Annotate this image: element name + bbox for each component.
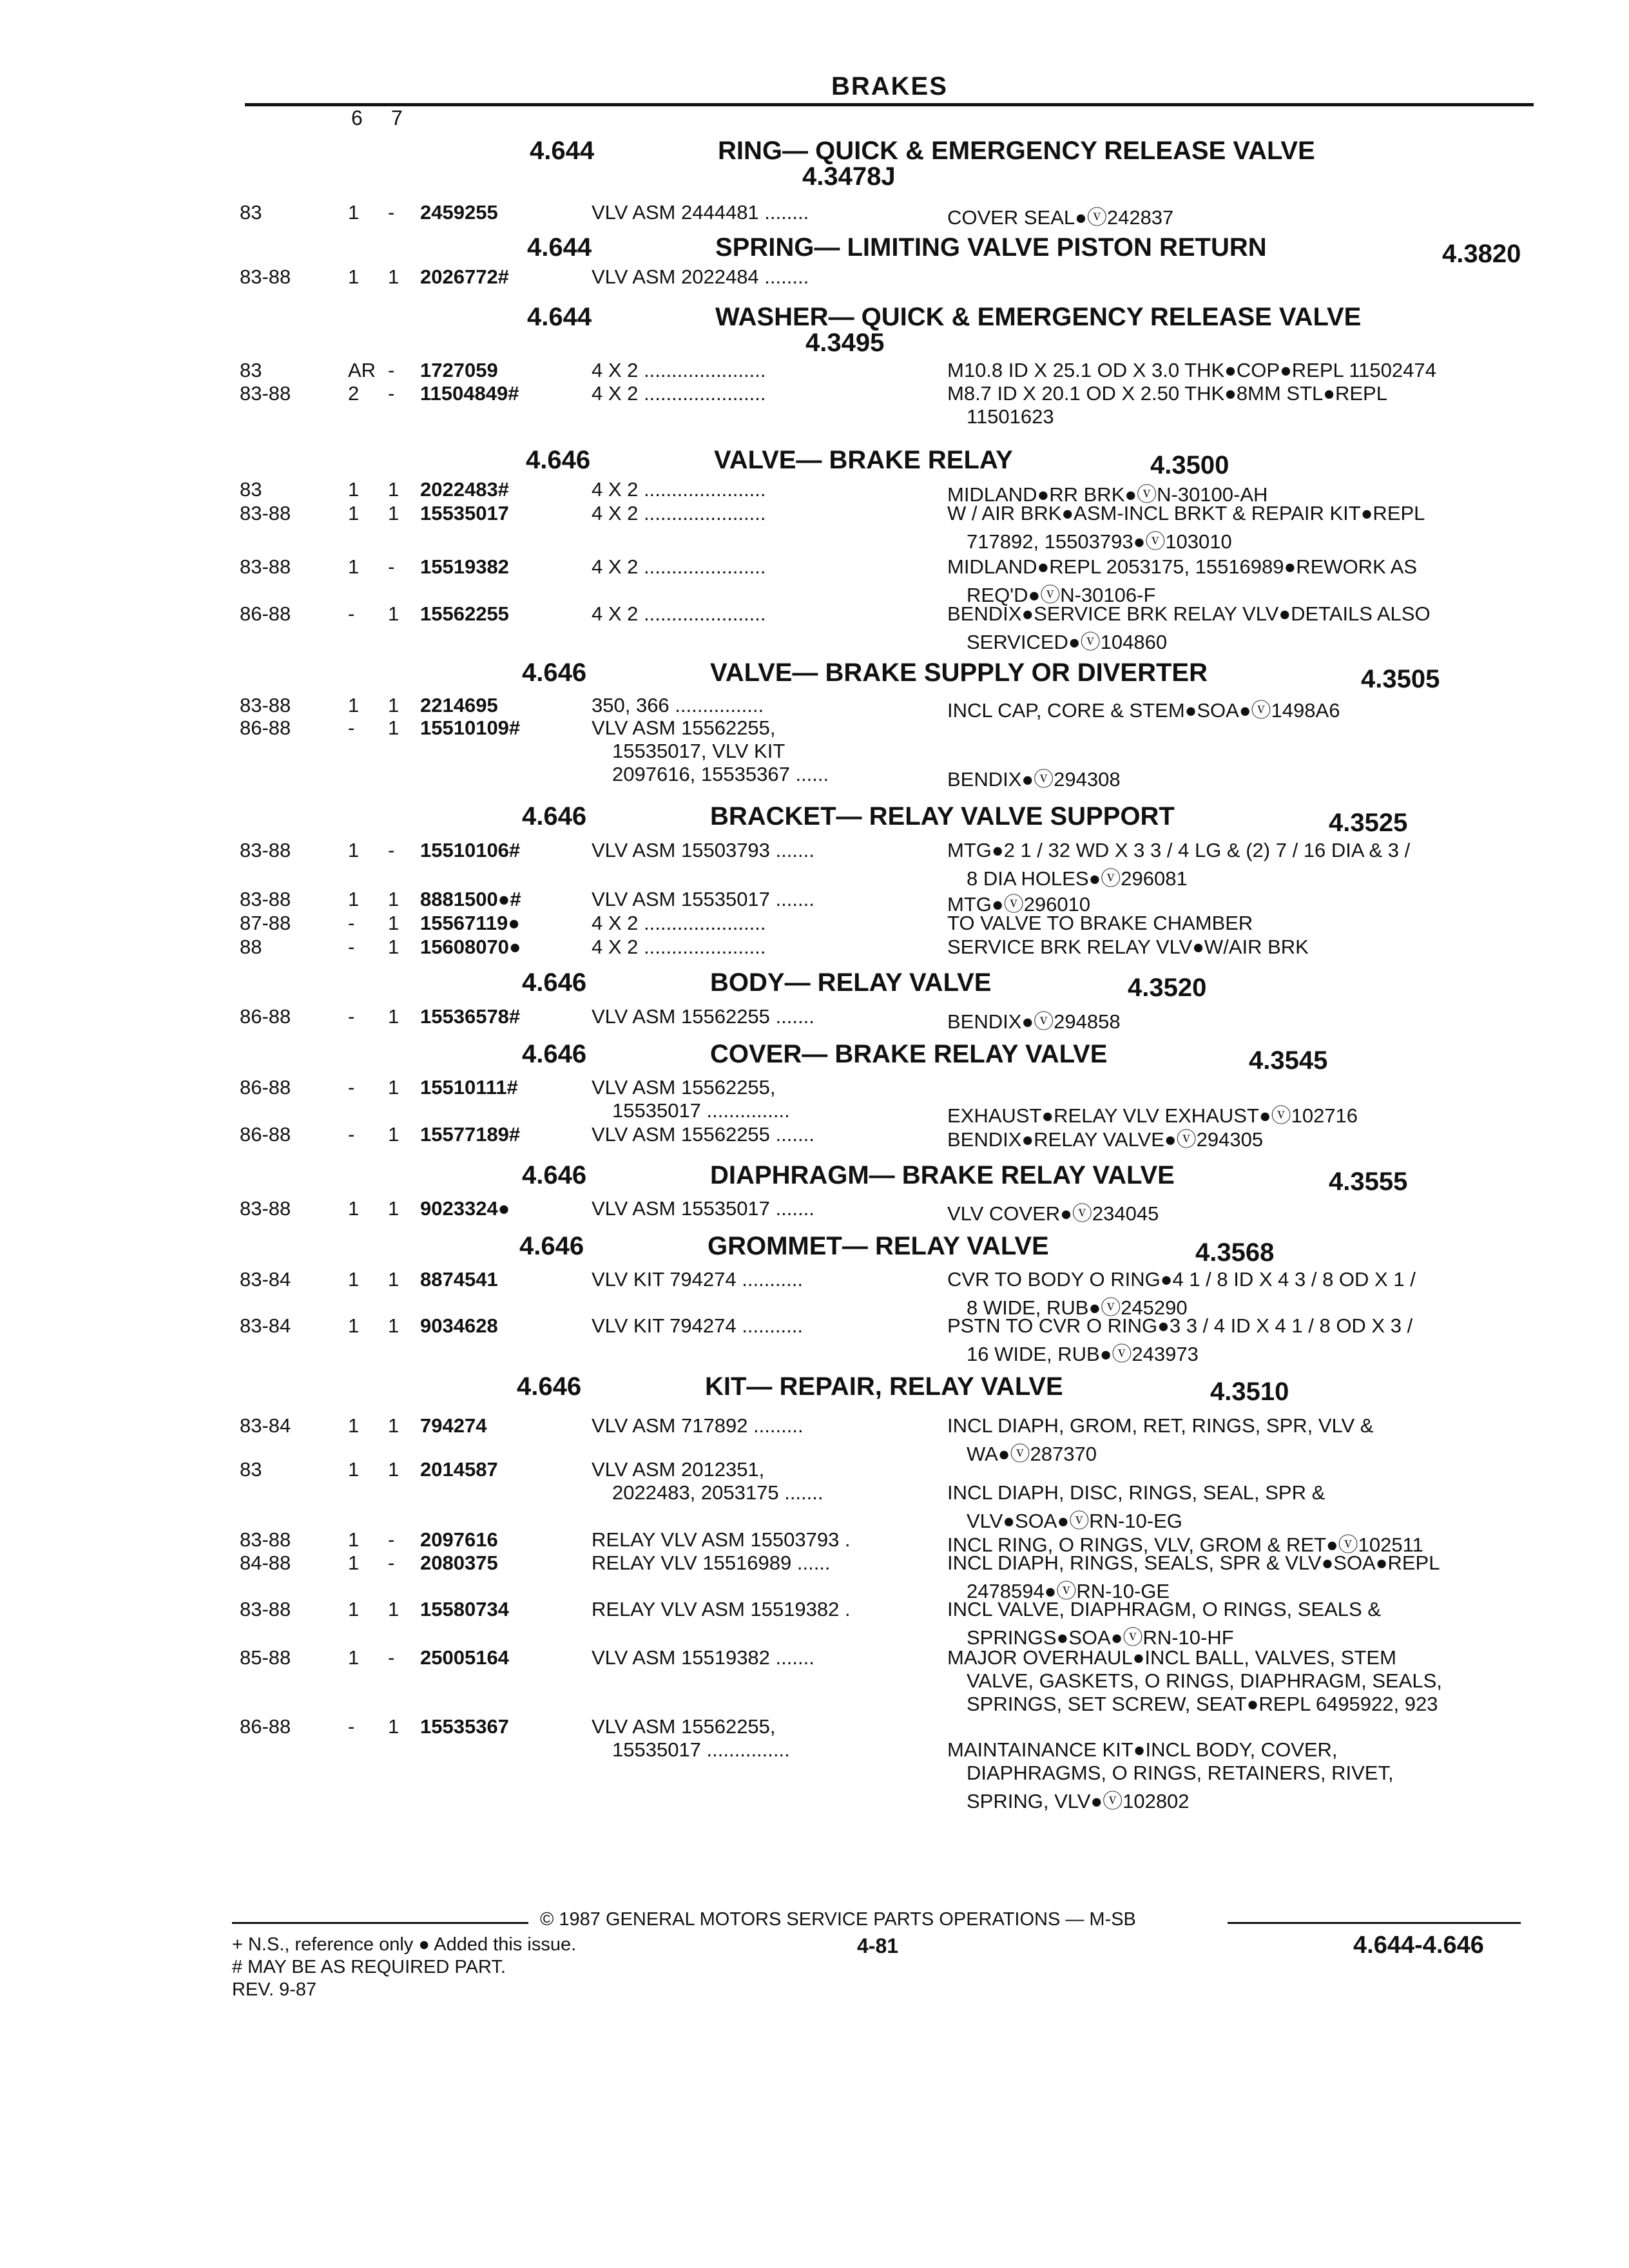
part-row (0, 1598, 1629, 1621)
qty-col-7: 1 (388, 1598, 400, 1620)
qty-col-6: 1 (348, 555, 360, 578)
part-number: 8881500●# (420, 888, 521, 910)
footer-rule-right (1228, 1922, 1521, 1924)
section-header (527, 233, 1623, 268)
qty-col-7: - (388, 555, 395, 578)
qty-col-6: - (348, 602, 355, 625)
part-number: 9023324● (420, 1197, 510, 1220)
usage-reference: 4 X 2 ...................... (592, 912, 766, 934)
part-description: BENDIX●ⓥ294858 (947, 1010, 1121, 1033)
qty-col-7: 1 (388, 694, 400, 716)
part-row (0, 1414, 1629, 1437)
section-code: 4.646 (526, 446, 591, 474)
part-description-continued: 16 WIDE, RUB●ⓥ243973 (967, 1343, 1199, 1365)
qty-col-7: 1 (388, 478, 400, 501)
model-years: 84-88 (240, 1552, 291, 1574)
qty-col-7: 1 (388, 1076, 400, 1099)
qty-col-6: - (348, 1715, 355, 1738)
section-group-number: 4.3520 (1128, 974, 1207, 1002)
usage-reference: VLV ASM 2022484 ........ (592, 265, 809, 288)
qty-col-6: 1 (348, 1268, 360, 1291)
usage-reference: VLV ASM 15519382 ....... (592, 1646, 815, 1669)
usage-reference: 4 X 2 ...................... (592, 602, 766, 625)
part-row (0, 1715, 1629, 1738)
section-group-number: 4.3505 (1361, 665, 1440, 693)
part-description: COVER SEAL●ⓥ242837 (947, 206, 1174, 229)
section-header (522, 802, 1617, 837)
part-row (0, 382, 1629, 405)
part-number: 8874541 (420, 1268, 498, 1291)
part-description-continued: INCL DIAPH, DISC, RINGS, SEAL, SPR & (947, 1481, 1325, 1504)
qty-col-7: - (388, 839, 395, 861)
usage-reference-continued: 2097616, 15535367 ...... (612, 763, 829, 785)
part-number: 15510106# (420, 839, 521, 861)
part-number: 2014587 (420, 1458, 498, 1481)
part-description-continued: 2478594●ⓥRN-10-GE (967, 1580, 1170, 1602)
part-description: BENDIX●RELAY VALVE●ⓥ294305 (947, 1128, 1264, 1151)
part-number: 2026772# (420, 265, 509, 288)
model-years: 83-88 (240, 1528, 291, 1551)
model-years: 88 (240, 936, 262, 958)
qty-col-6: 2 (348, 382, 360, 405)
part-description: INCL RING, O RINGS, VLV, GROM & RET●ⓥ102511 (947, 1533, 1423, 1556)
part-description-continued: SPRINGS●SOA●ⓥRN-10-HF (967, 1626, 1234, 1649)
qty-col-7: - (388, 1646, 395, 1669)
qty-col-7: - (388, 382, 395, 405)
part-number: 2214695 (420, 694, 498, 716)
section-group-number: 4.3555 (1329, 1168, 1408, 1196)
qty-col-7: - (388, 1552, 395, 1574)
footer-revision: REV. 9-87 (232, 1979, 317, 2000)
section-name: DIAPHRAGM— BRAKE RELAY VALVE (710, 1161, 1175, 1189)
part-description: INCL VALVE, DIAPHRAGM, O RINGS, SEALS & (947, 1598, 1381, 1620)
part-row (0, 502, 1629, 525)
section-group-number: 4.3500 (1150, 451, 1229, 479)
part-description-continued: 717892, 15503793●ⓥ103010 (967, 530, 1232, 553)
footer-note-ns: + N.S., reference only ● Added this issue. (232, 1934, 577, 1955)
usage-reference: 4 X 2 ...................... (592, 502, 766, 524)
part-description: INCL DIAPH, GROM, RET, RINGS, SPR, VLV & (947, 1414, 1374, 1437)
part-row (0, 1076, 1629, 1099)
model-years: 83 (240, 1458, 262, 1481)
qty-col-7: 1 (388, 1123, 400, 1146)
section-name: WASHER— QUICK & EMERGENCY RELEASE VALVE (715, 303, 1362, 331)
part-number: 15519382 (420, 555, 509, 578)
model-years: 86-88 (240, 716, 291, 739)
part-description: MTG●2 1 / 32 WD X 3 3 / 4 LG & (2) 7 / 16 DIA & 3 / (947, 839, 1411, 861)
section-name: COVER— BRAKE RELAY VALVE (710, 1040, 1108, 1068)
section-name: GROMMET— RELAY VALVE (708, 1232, 1049, 1260)
column-header-6: 6 (351, 106, 363, 130)
qty-col-7: 1 (388, 1458, 400, 1481)
part-number: 1727059 (420, 359, 498, 381)
usage-reference-continued: 15535017 ............... (612, 1738, 790, 1761)
model-years: 83-84 (240, 1414, 291, 1437)
usage-reference-continued: 15535017, VLV KIT (612, 740, 786, 762)
part-row (0, 1552, 1629, 1575)
part-row (0, 1123, 1629, 1151)
section-name: SPRING— LIMITING VALVE PISTON RETURN (715, 233, 1267, 262)
part-row (0, 936, 1629, 959)
section-group-number: 4.3545 (1249, 1046, 1328, 1075)
part-number: 9034628 (420, 1314, 498, 1337)
qty-col-7: 1 (388, 936, 400, 958)
part-description-continued: WA●ⓥ287370 (967, 1443, 1097, 1465)
section-code: 4.646 (522, 1040, 587, 1068)
qty-col-6: 1 (348, 888, 360, 910)
model-years: 83-84 (240, 1268, 291, 1291)
qty-col-6: - (348, 1123, 355, 1146)
section-name: VALVE— BRAKE RELAY (714, 446, 1013, 474)
qty-col-6: 1 (348, 1314, 360, 1337)
part-description: MIDLAND●REPL 2053175, 15516989●REWORK AS (947, 555, 1417, 578)
part-row (0, 1197, 1629, 1225)
qty-col-6: AR (348, 359, 376, 381)
section-header (530, 137, 1625, 191)
section-code: 4.646 (517, 1372, 582, 1401)
part-number: 15535017 (420, 502, 509, 524)
section-header (522, 1040, 1617, 1075)
qty-col-7: 1 (388, 1314, 400, 1337)
qty-col-7: 1 (388, 602, 400, 625)
usage-reference: VLV ASM 2444481 ........ (592, 201, 809, 224)
part-number: 15510109# (420, 716, 521, 739)
part-description-continued: 11501623 (967, 405, 1054, 428)
section-code: 4.646 (519, 1232, 584, 1260)
part-description-continued: VLV●SOA●ⓥRN-10-EG (967, 1510, 1182, 1532)
usage-reference: VLV ASM 2012351, (592, 1458, 765, 1481)
part-row (0, 716, 1629, 740)
part-description-continued: VALVE, GASKETS, O RINGS, DIAPHRAGM, SEALS, (967, 1669, 1442, 1692)
section-code: 4.646 (522, 1161, 587, 1189)
usage-reference: RELAY VLV ASM 15519382 . (592, 1598, 851, 1620)
section-name: KIT— REPAIR, RELAY VALVE (705, 1372, 1063, 1401)
section-group-number: 4.3820 (1442, 240, 1521, 268)
section-header (517, 1372, 1612, 1405)
section-name: VALVE— BRAKE SUPPLY OR DIVERTER (710, 658, 1208, 687)
qty-col-6: 1 (348, 1552, 360, 1574)
part-row (0, 1458, 1629, 1481)
section-code: 4.646 (522, 968, 587, 997)
footer-section-range: 4.644-4.646 (1353, 1932, 1484, 1959)
model-years: 86-88 (240, 1123, 291, 1146)
section-header (526, 446, 1621, 478)
part-row (0, 555, 1629, 579)
model-years: 83 (240, 478, 262, 501)
part-number: 794274 (420, 1414, 487, 1437)
section-group-number: 4.3568 (1195, 1238, 1275, 1267)
part-number: 15535367 (420, 1715, 509, 1738)
section-name: BODY— RELAY VALVE (710, 968, 992, 997)
usage-reference-continued: 15535017 ............... (612, 1099, 790, 1122)
section-code: 4.644 (530, 137, 595, 165)
part-number: 11504849# (420, 382, 519, 405)
model-years: 83-88 (240, 1197, 291, 1220)
usage-reference: VLV ASM 15562255 ....... (592, 1005, 815, 1028)
usage-reference: VLV ASM 15503793 ....... (592, 839, 815, 861)
section-group-number: 4.3510 (1210, 1378, 1289, 1406)
usage-reference: VLV ASM 15535017 ....... (592, 1197, 815, 1220)
section-header (522, 658, 1617, 691)
footer-note-required: # MAY BE AS REQUIRED PART. (232, 1957, 506, 1977)
model-years: 83-88 (240, 694, 291, 716)
part-description-continued: REQ'D●ⓥN-30106-F (967, 584, 1156, 606)
part-row (0, 888, 1629, 916)
qty-col-7: 1 (388, 265, 400, 288)
part-description: BENDIX●SERVICE BRK RELAY VLV●DETAILS ALSO (947, 602, 1431, 625)
part-number: 2459255 (420, 201, 498, 224)
section-header (519, 1232, 1615, 1267)
qty-col-6: - (348, 716, 355, 739)
section-code: 4.646 (522, 802, 587, 831)
model-years: 83-88 (240, 888, 291, 910)
part-description-continued: SPRINGS, SET SCREW, SEAT●REPL 6495922, 923 (967, 1693, 1438, 1715)
qty-col-7: 1 (388, 912, 400, 934)
part-description: MIDLAND●RR BRK●ⓥN-30100-AH (947, 483, 1268, 506)
usage-reference: RELAY VLV ASM 15503793 . (592, 1528, 851, 1551)
usage-reference: 4 X 2 ...................... (592, 936, 766, 958)
qty-col-6: 1 (348, 502, 360, 524)
part-description-continued: EXHAUST●RELAY VLV EXHAUST●ⓥ102716 (947, 1104, 1358, 1127)
part-description: MAJOR OVERHAUL●INCL BALL, VALVES, STEM (947, 1646, 1396, 1669)
part-row (0, 478, 1629, 506)
qty-col-7: 1 (388, 1715, 400, 1738)
qty-col-6: 1 (348, 1646, 360, 1669)
part-number: 15577189# (420, 1123, 521, 1146)
qty-col-7: 1 (388, 1268, 400, 1291)
section-group-number: 4.3495 (805, 329, 885, 357)
qty-col-6: 1 (348, 201, 360, 224)
part-row (0, 694, 1629, 722)
section-name: RING— QUICK & EMERGENCY RELEASE VALVE (718, 137, 1315, 165)
part-number: 15580734 (420, 1598, 509, 1620)
part-description: PSTN TO CVR O RING●3 3 / 4 ID X 4 1 / 8 OD X 3 / (947, 1314, 1413, 1337)
usage-reference: 350, 366 ................ (592, 694, 764, 716)
section-header (522, 968, 1617, 1001)
model-years: 83 (240, 201, 262, 224)
qty-col-7: - (388, 1528, 395, 1551)
qty-col-6: - (348, 1005, 355, 1028)
part-number: 15536578# (420, 1005, 521, 1028)
usage-reference: VLV KIT 794274 ........... (592, 1268, 803, 1291)
qty-col-7: 1 (388, 502, 400, 524)
part-description: M8.7 ID X 20.1 OD X 2.50 THK●8MM STL●REPL (947, 382, 1387, 405)
usage-reference: VLV ASM 15562255 ....... (592, 1123, 815, 1146)
qty-col-7: 1 (388, 716, 400, 739)
qty-col-7: 1 (388, 1005, 400, 1028)
section-code: 4.644 (527, 233, 592, 262)
usage-reference: VLV ASM 15562255, (592, 1076, 776, 1099)
part-number: 15562255 (420, 602, 509, 625)
part-number: 2080375 (420, 1552, 498, 1574)
footer-copyright: © 1987 GENERAL MOTORS SERVICE PARTS OPERATIONS — M-SB (540, 1909, 1136, 1930)
part-number: 25005164 (420, 1646, 509, 1669)
qty-col-6: 1 (348, 839, 360, 861)
part-row (0, 1646, 1629, 1669)
model-years: 83-88 (240, 839, 291, 861)
qty-col-7: 1 (388, 1414, 400, 1437)
model-years: 85-88 (240, 1646, 291, 1669)
model-years: 86-88 (240, 1076, 291, 1099)
part-row (0, 1268, 1629, 1291)
qty-col-7: - (388, 201, 395, 224)
part-description: SERVICE BRK RELAY VLV●W/AIR BRK (947, 936, 1309, 958)
usage-reference: 4 X 2 ...................... (592, 359, 766, 381)
part-description: MTG●ⓥ296010 (947, 893, 1091, 916)
part-row (0, 201, 1629, 229)
part-number: 2022483# (420, 478, 509, 501)
part-number: 15608070● (420, 936, 521, 958)
model-years: 83-88 (240, 555, 291, 578)
qty-col-6: - (348, 912, 355, 934)
qty-col-6: - (348, 936, 355, 958)
part-number: 15510111# (420, 1076, 518, 1099)
usage-reference: 4 X 2 ...................... (592, 478, 766, 501)
model-years: 83-88 (240, 265, 291, 288)
usage-reference: VLV ASM 717892 ......... (592, 1414, 804, 1437)
part-description-continued: SERVICED●ⓥ104860 (967, 631, 1168, 653)
section-code: 4.644 (527, 303, 592, 331)
qty-col-6: 1 (348, 478, 360, 501)
usage-reference: 4 X 2 ...................... (592, 382, 766, 405)
part-description: INCL DIAPH, RINGS, SEALS, SPR & VLV●SOA●REPL (947, 1552, 1440, 1574)
qty-col-6: 1 (348, 694, 360, 716)
usage-reference: VLV ASM 15562255, (592, 716, 776, 739)
part-description-continued: BENDIX●ⓥ294308 (947, 768, 1121, 791)
part-row (0, 602, 1629, 626)
qty-col-7: - (388, 359, 395, 381)
model-years: 86-88 (240, 1715, 291, 1738)
usage-reference: VLV ASM 15535017 ....... (592, 888, 815, 910)
section-header (522, 1161, 1617, 1196)
model-years: 87-88 (240, 912, 291, 934)
header-rule (245, 103, 1534, 106)
section-group-number: 4.3478J (802, 162, 896, 191)
model-years: 83-88 (240, 1598, 291, 1620)
part-row (0, 839, 1629, 862)
part-description-continued: MAINTAINANCE KIT●INCL BODY, COVER, (947, 1738, 1338, 1761)
part-row (0, 1005, 1629, 1033)
footer-page-number: 4-81 (857, 1934, 899, 1957)
part-row (0, 359, 1629, 382)
part-number: 2097616 (420, 1528, 498, 1551)
part-description-continued: 8 WIDE, RUB●ⓥ245290 (967, 1296, 1188, 1319)
model-years: 83-88 (240, 382, 291, 405)
section-code: 4.646 (522, 658, 587, 687)
qty-col-6: 1 (348, 265, 360, 288)
model-years: 86-88 (240, 1005, 291, 1028)
part-description: VLV COVER●ⓥ234045 (947, 1202, 1159, 1225)
part-row (0, 1314, 1629, 1338)
qty-col-6: - (348, 1076, 355, 1099)
section-group-number: 4.3525 (1329, 809, 1408, 837)
part-number: 15567119● (420, 912, 520, 934)
usage-reference: RELAY VLV 15516989 ...... (592, 1552, 831, 1574)
usage-reference-continued: 2022483, 2053175 ....... (612, 1481, 824, 1504)
usage-reference: VLV KIT 794274 ........... (592, 1314, 803, 1337)
section-name: BRACKET— RELAY VALVE SUPPORT (710, 802, 1175, 831)
qty-col-7: 1 (388, 1197, 400, 1220)
qty-col-6: 1 (348, 1197, 360, 1220)
qty-col-6: 1 (348, 1414, 360, 1437)
part-description-continued: 8 DIA HOLES●ⓥ296081 (967, 867, 1188, 890)
usage-reference: VLV ASM 15562255, (592, 1715, 776, 1738)
part-description: TO VALVE TO BRAKE CHAMBER (947, 912, 1253, 934)
qty-col-7: 1 (388, 888, 400, 910)
model-years: 83 (240, 359, 262, 381)
model-years: 83-88 (240, 502, 291, 524)
section-header (527, 303, 1623, 357)
part-description: W / AIR BRK●ASM-INCL BRKT & REPAIR KIT●REPL (947, 502, 1425, 524)
model-years: 86-88 (240, 602, 291, 625)
page-title: BRAKES (831, 72, 948, 101)
qty-col-6: 1 (348, 1528, 360, 1551)
part-description: INCL CAP, CORE & STEM●SOA●ⓥ1498A6 (947, 699, 1340, 722)
part-description: M10.8 ID X 25.1 OD X 3.0 THK●COP●REPL 11502474 (947, 359, 1436, 381)
qty-col-6: 1 (348, 1458, 360, 1481)
part-row (0, 1528, 1629, 1556)
usage-reference: 4 X 2 ...................... (592, 555, 766, 578)
column-header-7: 7 (391, 106, 403, 130)
part-description: CVR TO BODY O RING●4 1 / 8 ID X 4 3 / 8 OD X 1 / (947, 1268, 1416, 1291)
part-description-continued: SPRING, VLV●ⓥ102802 (967, 1790, 1190, 1812)
footer-rule-left (232, 1922, 528, 1924)
part-row (0, 912, 1629, 935)
qty-col-6: 1 (348, 1598, 360, 1620)
part-row (0, 265, 1629, 289)
model-years: 83-84 (240, 1314, 291, 1337)
part-description-continued: DIAPHRAGMS, O RINGS, RETAINERS, RIVET, (967, 1762, 1394, 1784)
